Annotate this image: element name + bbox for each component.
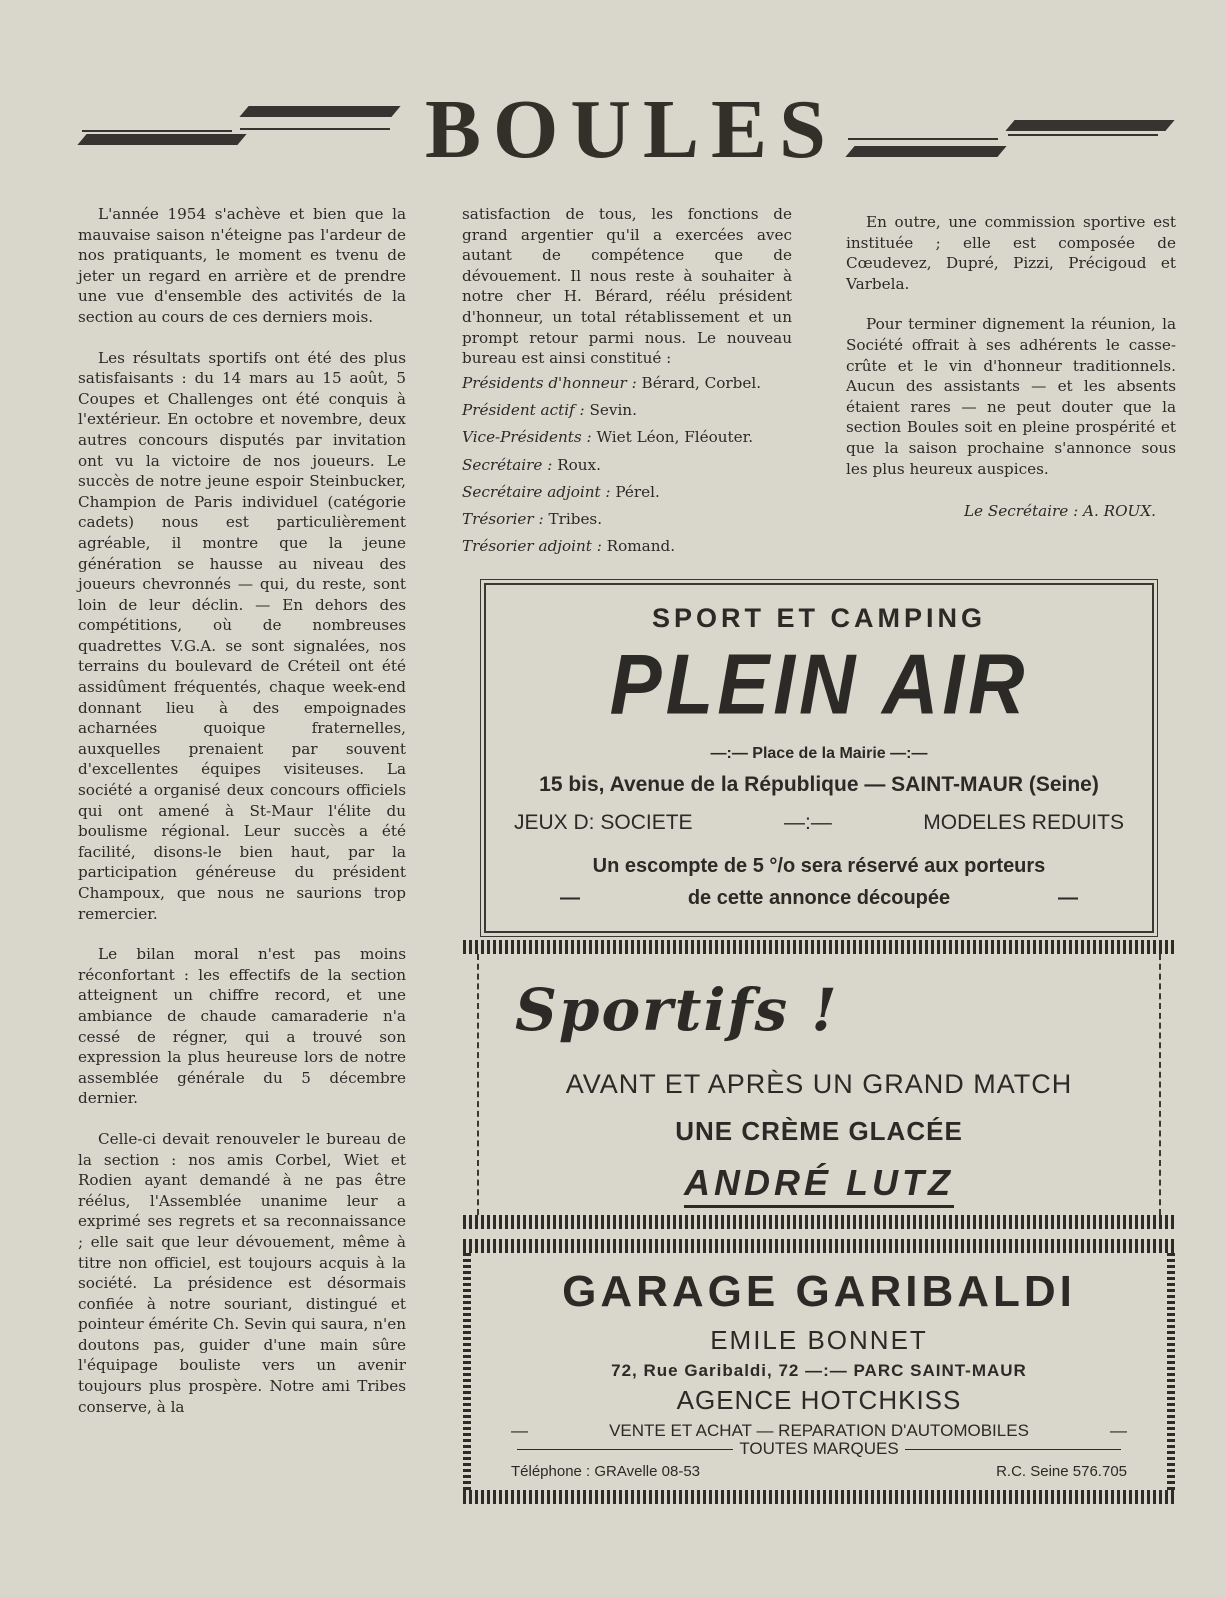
board-name: Wiet Léon, Fléouter. — [596, 428, 754, 447]
header-bar-left-upper — [239, 106, 400, 117]
ad-border-bottom — [463, 1215, 1175, 1229]
ad-dash: — — [560, 887, 580, 909]
ad-registration: R.C. Seine 576.705 — [996, 1463, 1127, 1480]
ad-discount-text: de cette annonce découpée — [687, 887, 951, 909]
board-role: Trésorier : — [462, 510, 544, 529]
header-rule-left-lower — [82, 130, 232, 132]
ad-script-headline: Sportifs ! — [515, 976, 839, 1044]
ad-product: UNE CRÈME GLACÉE — [675, 1116, 963, 1146]
board-role: Présidents d'honneur : — [462, 373, 637, 392]
ad-services-text: VENTE ET ACHAT — REPARATION D'AUTOMOBILES — [609, 1421, 1029, 1440]
ad-garage-garibaldi — [463, 1239, 1175, 1504]
ad-agency: AGENCE HOTCHKISS — [676, 1385, 962, 1415]
article-paragraph: satisfaction de tous, les fonctions de grand argentier qu'il a exercées avec autant de compétence que de dévouement. Il nous reste à souhaiter à notre cher H. Bérard, réélu président d'honneur, un total rétablissement et un prompt retour parmi nous. Le nouveau bureau est ainsi constitué : — [462, 205, 792, 368]
ad-andre-lutz — [463, 940, 1175, 1229]
header-rule-left — [240, 128, 390, 130]
ad-brand: GARAGE GARIBALDI — [562, 1267, 1076, 1316]
ad-rule — [905, 1449, 1121, 1450]
ad-headline: SPORT ET CAMPING — [651, 603, 986, 633]
ad-brand-wrap — [479, 1162, 1159, 1204]
ad-rule — [517, 1449, 733, 1450]
ad-location: —:— Place de la Mairie —:— — [710, 745, 928, 762]
article-column-1 — [78, 204, 406, 1437]
ad-border-bottom — [463, 1490, 1175, 1504]
ad-dash: — — [1110, 1421, 1127, 1440]
header-bar-left-lower — [77, 134, 246, 145]
ad-brands-row — [511, 1439, 1127, 1459]
ad-dash: — — [1057, 887, 1078, 909]
article-paragraph: En outre, une commission sportive est instituée ; elle est composée de Cœudevez, Dupré, Pizzi, Précigoud et Varbela. — [846, 213, 1176, 293]
ad-products — [514, 811, 1124, 835]
header-bar-right-lower — [845, 146, 1006, 157]
header-rule-right — [848, 138, 998, 140]
board-item — [462, 536, 792, 557]
ad-product-right: MODELES REDUITS — [923, 811, 1124, 834]
board-role: Secrétaire : — [462, 455, 553, 474]
board-name: Bérard, Corbel. — [641, 373, 762, 392]
ad-discount: Un escompte de 5 °/o sera réservé aux porteurs — [592, 855, 1046, 877]
board-item — [462, 427, 792, 448]
page-title: BOULES — [425, 83, 838, 176]
board-item — [462, 509, 792, 530]
signature: Le Secrétaire : A. ROUX. — [963, 502, 1156, 521]
board-role: Secrétaire adjoint : — [462, 482, 611, 501]
ad-address: 15 bis, Avenue de la République — SAINT-MAUR (Seine) — [539, 773, 1099, 796]
ad-border-top — [463, 940, 1175, 954]
board-name: Tribes. — [548, 510, 603, 529]
header-bar-right-upper — [1005, 120, 1174, 131]
ad-plein-air — [484, 583, 1154, 933]
board-item — [462, 400, 792, 421]
ad-separator: —:— — [783, 811, 832, 834]
ad-product-left: JEUX D: SOCIETE — [514, 811, 693, 834]
article-paragraph: Les résultats sportifs ont été des plus satisfaisants : du 14 mars au 15 août, 5 Coupes et Challenges ont été conquis à l'extérieur. En octobre et novembre, deux autres concours disputés par invitation ont vu la victoire de nos joueurs. Le succès de notre jeune espoir Steinbucker, Champion de Paris individuel (catégorie cadets) nous est particulièrement agréable, il montre que la jeune génération se hausse au niveau des joueurs chevronnés — qui, du reste, sont loin de leur déclin. — En dehors des compétitions, où de nombreuses quadrettes V.G.A. se sont signalées, nos terrains du boulevard de Créteil ont été assidûment fréquentés, chaque week-end donnant lieu à des empoignades acharnées quoique fraternelles, auxquelles prenaient par souvent d'excellentes équipes visiteuses. La société a organisé deux concours officiels qui ont amené à St-Maur l'élite du boulisme régional. Leur succès a été facilité, disons-le bien haut, par la participation généreuse du président Champoux, que nous ne saurions trop remercier. — [78, 348, 406, 923]
ad-brands: TOUTES MARQUES — [739, 1439, 899, 1458]
article-column-2 — [462, 204, 792, 564]
board-item — [462, 373, 792, 394]
ad-frame — [477, 954, 1161, 1215]
board-role: Vice-Présidents : — [462, 428, 592, 447]
article-paragraph: L'année 1954 s'achève et bien que la mauvaise saison n'éteigne pas l'ardeur de nos pratiquants, le moment es tvenu de jeter un regard en arrière et de prendre une vue d'ensemble des activités de la section au cours de ces derniers mois. — [78, 205, 406, 326]
ad-border-top — [463, 1239, 1175, 1253]
header-rule-right-upper — [1008, 134, 1158, 136]
ad-address: 72, Rue Garibaldi, 72 —:— PARC SAINT-MAUR — [611, 1361, 1027, 1380]
board-name: Romand. — [606, 537, 676, 556]
article-paragraph: Le bilan moral n'est pas moins réconfortant : les effectifs de la section atteignent un chiffre record, et une ambiance de chaude camaraderie n'a cessé de régner, qui a trouvé son expression la plus heureuse lors de notre assemblée générale du 5 décembre dernier. — [78, 945, 406, 1108]
ad-phone: Téléphone : GRAvelle 08-53 — [511, 1463, 701, 1480]
board-name: Roux. — [557, 455, 601, 474]
ad-brand: PLEIN AIR — [609, 635, 1029, 733]
board-item — [462, 455, 792, 476]
board-list — [462, 373, 792, 557]
ad-tagline: AVANT ET APRÈS UN GRAND MATCH — [565, 1069, 1073, 1099]
board-name: Sevin. — [589, 401, 637, 420]
board-role: Trésorier adjoint : — [462, 537, 602, 556]
article-column-3 — [846, 212, 1176, 522]
board-name: Pérel. — [615, 482, 660, 501]
ad-services — [511, 1421, 1127, 1441]
board-item — [462, 482, 792, 503]
ad-dash: — — [511, 1421, 528, 1440]
board-role: Président actif : — [462, 401, 585, 420]
ad-owner: EMILE BONNET — [710, 1325, 928, 1355]
ad-contact — [511, 1463, 1127, 1480]
ad-discount-line2 — [560, 887, 1078, 910]
article-paragraph: Celle-ci devait renouveler le bureau de la section : nos amis Corbel, Wiet et Rodien ayant demandé à ne pas être réélus, l'Assemblée unanime leur a exprimé ses regrets et sa reconnaissance ; elle sait que leur dévouement, même à titre non officiel, est toujours acquis à la société. La présidence est désormais confiée à notre souriant, distingué et pointeur émérite Ch. Sevin qui saura, n'en doutons pas, guider d'une main sûre l'équipage bouliste vers un avenir toujours plus prospère. Notre ami Tribes conserve, à la — [78, 1129, 406, 1416]
ad-brand: ANDRÉ LUTZ — [684, 1162, 954, 1208]
article-paragraph: Pour terminer dignement la réunion, la Société offrait à ses adhérents le casse-crûte et le vin d'honneur traditionnels. Aucun des assistants — et les absents étaient rares — ne peut douter que la section Boules soit en pleine prospérité et que la saison prochaine s'annonce sous les plus heureux auspices. — [846, 315, 1176, 478]
